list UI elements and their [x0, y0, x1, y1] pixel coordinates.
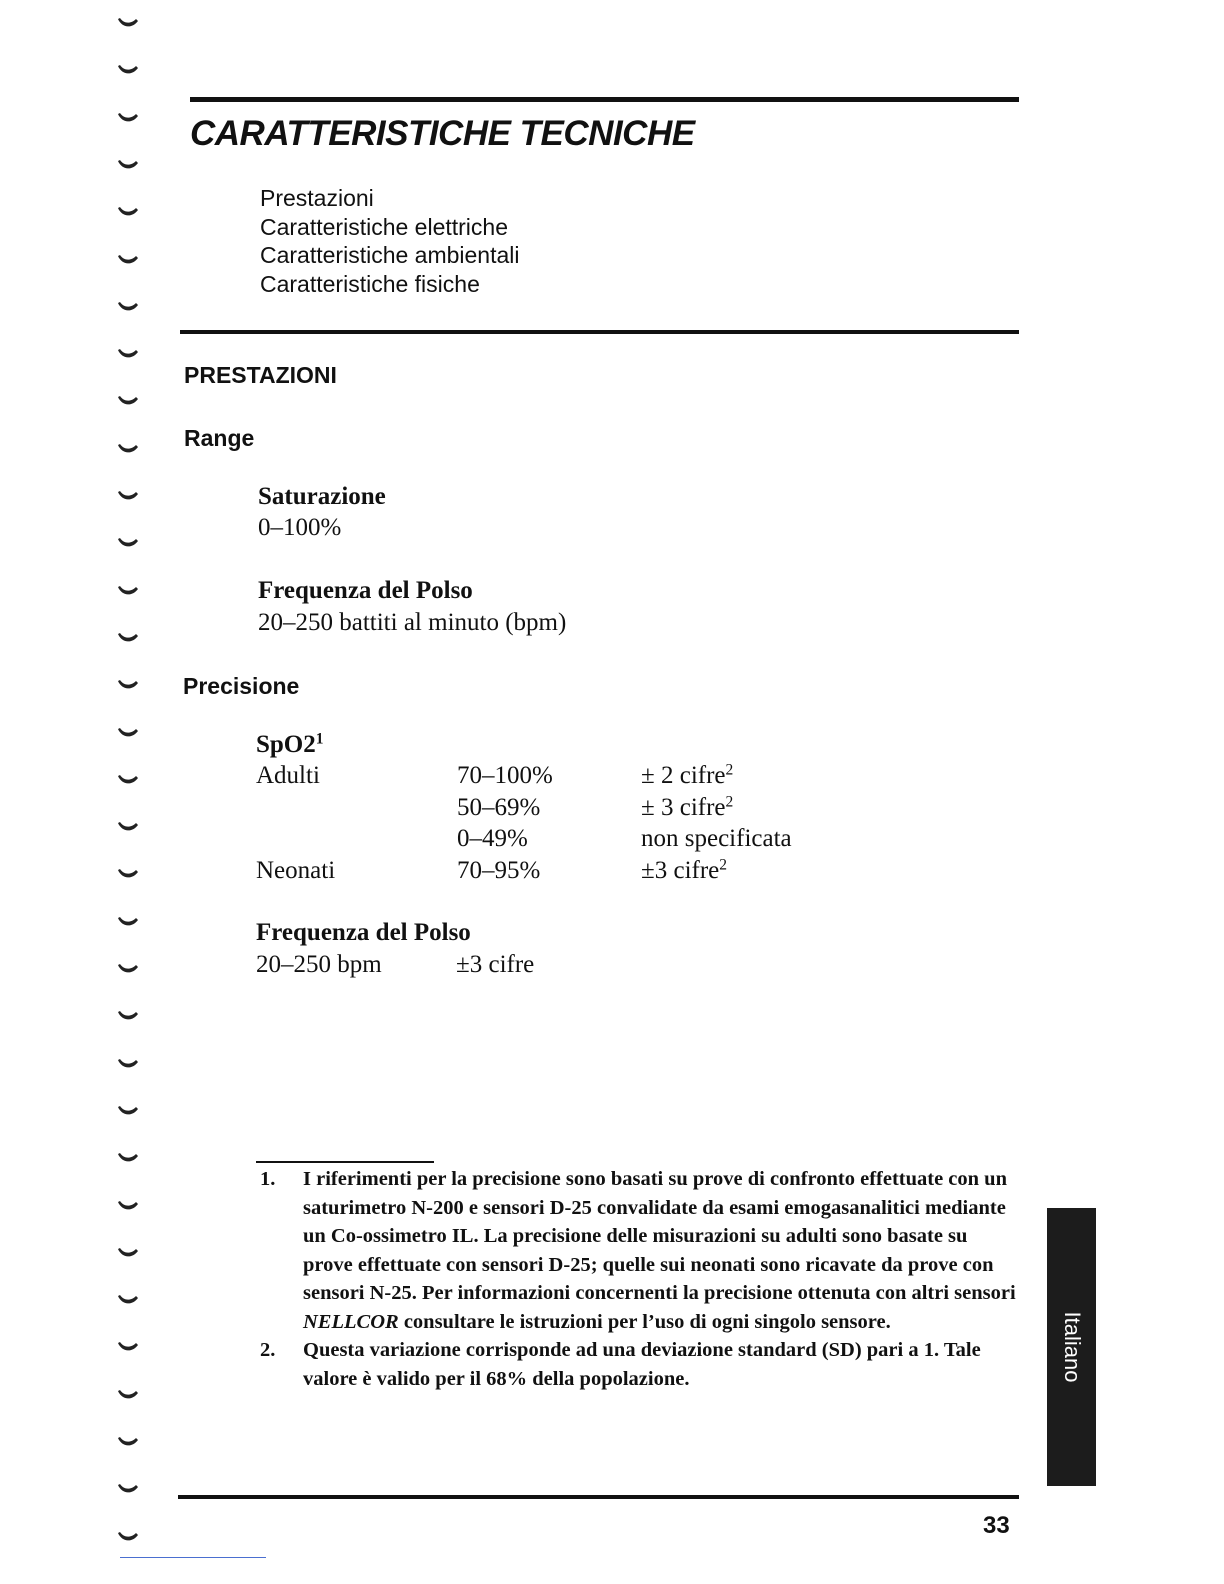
spiral-binding	[112, 0, 152, 1584]
section-contents	[260, 184, 520, 298]
binding-ring-icon	[116, 300, 140, 314]
toc-item: Caratteristiche ambientali	[260, 242, 520, 268]
binding-ring-icon	[116, 63, 140, 77]
binding-ring-icon	[116, 1340, 140, 1354]
binding-ring-icon	[116, 962, 140, 976]
binding-ring-icon	[116, 1482, 140, 1496]
footnote-1: 1. I riferimenti per la precisione sono basati su prove di confronto effettuate con un saturimetro N-200 e sensori D-25 convalidate da esami emogasanalitici mediante un Co-ossimetro IL. La precisione delle misurazioni su adulti sono basate su prove effettuate con sensori D-25; quelle sui neonati sono ricavate da prove con sensori N-25. Per informazioni concernenti la precisione ottenuta con altri sensori NELLCOR consultare le istruzioni per l’uso di ogni singolo sensore.	[260, 1168, 1016, 1333]
pulse-accuracy-range: 20–250 bpm	[256, 951, 382, 978]
precision-heading: Precisione	[183, 673, 300, 699]
range-heading: Range	[184, 425, 255, 451]
binding-ring-icon	[116, 820, 140, 834]
accuracy-value: ±3 cifre$^2$	[641, 855, 728, 884]
saturation-range: 50–69%	[457, 793, 541, 821]
toc-item: Prestazioni	[260, 185, 374, 211]
page-number: 33	[983, 1512, 1010, 1539]
accuracy-value: non specificata	[641, 825, 792, 852]
pulse-accuracy-value: ±3 cifre	[456, 951, 535, 978]
pulse-rate-value: 20–250 battiti al minuto (bpm)	[258, 609, 567, 636]
language-tab: Italiano	[1047, 1208, 1096, 1486]
binding-ring-icon	[116, 631, 140, 645]
footnote-2: 2. Questa variazione corrisponde ad una deviazione standard (SD) pari a 1. Tale valore è valido per il 68% della popolazione.	[260, 1339, 981, 1390]
binding-ring-icon	[116, 1104, 140, 1118]
binding-ring-icon	[116, 253, 140, 267]
top-rule	[190, 97, 1019, 102]
section-heading: PRESTAZIONI	[184, 362, 337, 388]
saturation-range: 0–49%	[457, 825, 528, 852]
binding-ring-icon	[116, 16, 140, 30]
binding-ring-icon	[116, 1293, 140, 1307]
saturation-range: 70–100%	[457, 762, 553, 789]
binding-ring-icon	[116, 1151, 140, 1165]
footnotes	[256, 1165, 1021, 1393]
pulse-accuracy-label: Frequenza del Polso	[256, 919, 471, 946]
binding-ring-icon	[116, 584, 140, 598]
binding-ring-icon	[116, 1057, 140, 1071]
page-title: CARATTERISTICHE TECNICHE	[190, 114, 695, 153]
section-rule	[180, 330, 1019, 334]
binding-ring-icon	[116, 489, 140, 503]
binding-ring-icon	[116, 726, 140, 740]
saturation-value: 0–100%	[258, 514, 342, 541]
patient-group: Adulti	[256, 762, 320, 789]
binding-ring-icon	[116, 1199, 140, 1213]
saturation-range: 70–95%	[457, 856, 541, 884]
binding-ring-icon	[116, 773, 140, 787]
binding-ring-icon	[116, 1435, 140, 1449]
binding-ring-icon	[116, 1530, 140, 1544]
accuracy-value: ± 2 cifre$^2$	[641, 761, 734, 789]
binding-ring-icon	[116, 158, 140, 172]
accuracy-value: ± 3 cifre$^2$	[641, 792, 734, 821]
binding-ring-icon	[116, 536, 140, 550]
binding-ring-icon	[116, 1246, 140, 1260]
binding-ring-icon	[116, 205, 140, 219]
binding-ring-icon	[116, 111, 140, 125]
binding-ring-icon	[116, 442, 140, 456]
bottom-rule	[178, 1495, 1019, 1499]
saturation-label: Saturazione	[258, 483, 386, 510]
binding-ring-icon	[116, 394, 140, 408]
toc-item: Caratteristiche elettriche	[260, 213, 508, 240]
spo2-label: $SpO2^1$	[256, 730, 324, 758]
binding-ring-icon	[116, 1009, 140, 1023]
binding-ring-icon	[116, 867, 140, 881]
binding-ring-icon	[116, 347, 140, 361]
bottom-left-line	[120, 1557, 266, 1558]
patient-group: Neonati	[256, 856, 336, 884]
footnote-rule	[256, 1161, 434, 1163]
binding-ring-icon	[116, 678, 140, 692]
pulse-rate-label: Frequenza del Polso	[258, 577, 473, 604]
binding-ring-icon	[116, 915, 140, 929]
toc-item: Caratteristiche fisiche	[260, 270, 480, 297]
binding-ring-icon	[116, 1388, 140, 1402]
